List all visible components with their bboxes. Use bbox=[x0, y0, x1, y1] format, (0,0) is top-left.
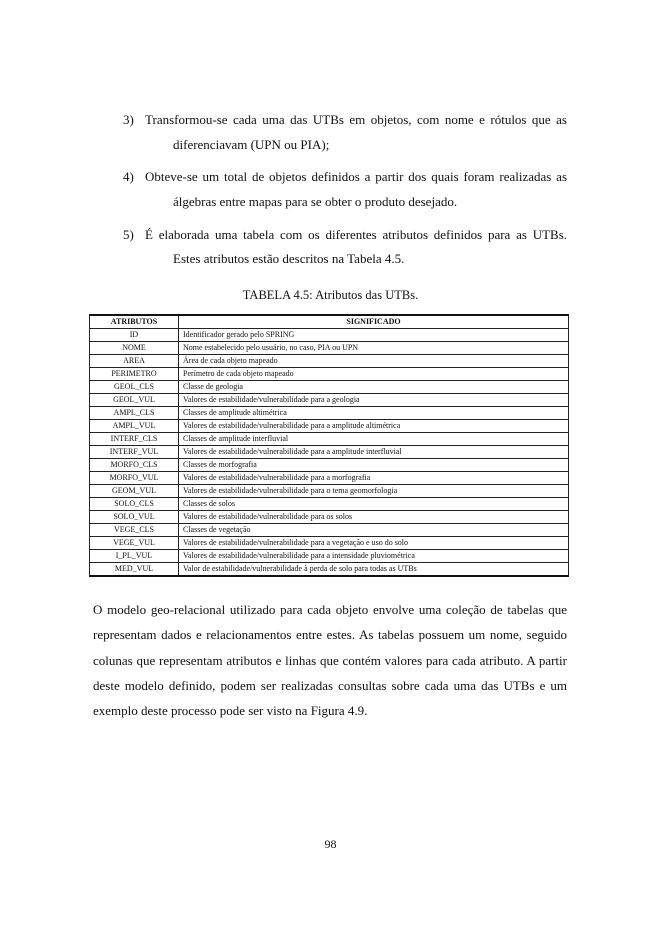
list-item-continuation: diferenciavam (UPN ou PIA); bbox=[173, 136, 330, 152]
table-header-attributes: ATRIBUTOS bbox=[90, 315, 179, 329]
attribute-name-cell: AMPL_CLS bbox=[90, 407, 179, 420]
table-row bbox=[90, 485, 569, 498]
attribute-name-cell: PERIMETRO bbox=[90, 368, 179, 381]
attribute-meaning-cell: Valores de estabilidade/vulnerabilidade para o tema geomorfologia bbox=[179, 485, 569, 498]
list-item-text: É elaborada uma tabela com os diferentes atributos definidos para as UTBs. bbox=[145, 226, 567, 242]
table-row bbox=[90, 407, 569, 420]
table-row bbox=[90, 511, 569, 524]
table-row bbox=[90, 342, 569, 355]
table-row bbox=[90, 498, 569, 511]
table-row bbox=[90, 550, 569, 563]
attribute-meaning-cell: Valores de estabilidade/vulnerabilidade para a intensidade pluviométrica bbox=[179, 550, 569, 563]
numbered-list bbox=[123, 108, 567, 280]
list-item bbox=[123, 108, 567, 157]
list-item-continuation: álgebras entre mapas para se obter o produto desejado. bbox=[173, 194, 458, 210]
table-row bbox=[90, 563, 569, 577]
attribute-meaning-cell: Classes de amplitude interfluvial bbox=[179, 433, 569, 446]
table-row bbox=[90, 433, 569, 446]
table-header-meaning: SIGNIFICADO bbox=[179, 315, 569, 329]
table-row bbox=[90, 381, 569, 394]
page-number: 98 bbox=[324, 837, 337, 851]
attribute-name-cell: SOLO_VUL bbox=[90, 511, 179, 524]
list-item-number: 4) bbox=[123, 169, 134, 185]
attribute-name-cell: MORFO_VUL bbox=[90, 472, 179, 485]
table-row bbox=[90, 355, 569, 368]
attribute-meaning-cell: Valores de estabilidade/vulnerabilidade para a morfografia bbox=[179, 472, 569, 485]
list-item-number: 3) bbox=[123, 112, 134, 127]
table-row bbox=[90, 472, 569, 485]
attribute-meaning-cell: Identificador gerado pelo SPRING bbox=[179, 329, 569, 342]
attribute-meaning-cell: Valores de estabilidade/vulnerabilidade para a geologia bbox=[179, 394, 569, 407]
attribute-name-cell: AMPL_VUL bbox=[90, 420, 179, 433]
attribute-meaning-cell: Valores de estabilidade/vulnerabilidade para a amplitude interfluvial bbox=[179, 446, 569, 459]
table-body bbox=[90, 329, 569, 577]
attribute-meaning-cell: Classes de vegetação bbox=[179, 524, 569, 537]
table-header-row bbox=[90, 315, 569, 329]
list-item bbox=[123, 165, 567, 214]
attribute-name-cell: AREA bbox=[90, 355, 179, 368]
list-item-number: 5) bbox=[123, 226, 134, 242]
table-row bbox=[90, 459, 569, 472]
attribute-meaning-cell: Classes de amplitude altimétrica bbox=[179, 407, 569, 420]
attribute-name-cell: GEOL_CLS bbox=[90, 381, 179, 394]
attribute-meaning-cell: Classes de morfografia bbox=[179, 459, 569, 472]
table-row bbox=[90, 394, 569, 407]
list-item-text: Transformou-se cada uma das UTBs em objetos, com nome e rótulos que as bbox=[145, 112, 567, 127]
attribute-name-cell: SOLO_CLS bbox=[90, 498, 179, 511]
attribute-name-cell: MED_VUL bbox=[90, 563, 179, 577]
attribute-name-cell: NOME bbox=[90, 342, 179, 355]
table-row bbox=[90, 329, 569, 342]
table-row bbox=[90, 420, 569, 433]
attribute-meaning-cell: Valores de estabilidade/vulnerabilidade para a vegetação e uso do solo bbox=[179, 537, 569, 550]
table-row bbox=[90, 537, 569, 550]
table-row bbox=[90, 368, 569, 381]
attribute-meaning-cell: Nome estabelecido pelo usuário, no caso, PIA ou UPN bbox=[179, 342, 569, 355]
attribute-name-cell: GEOL_VUL bbox=[90, 394, 179, 407]
attribute-name-cell: INTERF_CLS bbox=[90, 433, 179, 446]
attribute-meaning-cell: Classes de solos bbox=[179, 498, 569, 511]
attribute-name-cell: MORFO_CLS bbox=[90, 459, 179, 472]
list-item-text: Obteve-se um total de objetos definidos a partir dos quais foram realizadas as bbox=[145, 169, 567, 185]
attribute-name-cell: INTERF_VUL bbox=[90, 446, 179, 459]
table-row bbox=[90, 524, 569, 537]
attribute-meaning-cell: Valores de estabilidade/vulnerabilidade para a amplitude altimétrica bbox=[179, 420, 569, 433]
attributes-table bbox=[89, 314, 569, 577]
attribute-meaning-cell: Perímetro de cada objeto mapeado bbox=[179, 368, 569, 381]
attribute-name-cell: GEOM_VUL bbox=[90, 485, 179, 498]
attribute-name-cell: I_PL_VUL bbox=[90, 550, 179, 563]
table-caption: TABELA 4.5: Atributos das UTBs. bbox=[242, 288, 419, 302]
attribute-meaning-cell: Classe de geologia bbox=[179, 381, 569, 394]
body-paragraph: O modelo geo-relacional utilizado para cada objeto envolve uma coleção de tabelas que representam dados e relacionamentos entre estes. As tabelas possuem um nome, seguido colunas que representam atributos e linhas que contém valores para cada atributo. A partir deste modelo definido, podem ser realizadas consultas sobre cada uma das UTBs e um exemplo deste processo pode ser visto na Figura 4.9. bbox=[93, 602, 567, 719]
attribute-meaning-cell: Valor de estabilidade/vulnerabilidade à perda de solo para todas as UTBs bbox=[179, 563, 569, 577]
attribute-name-cell: VEGE_CLS bbox=[90, 524, 179, 537]
attribute-meaning-cell: Valores de estabilidade/vulnerabilidade para os solos bbox=[179, 511, 569, 524]
attribute-name-cell: ID bbox=[90, 329, 179, 342]
attribute-meaning-cell: Área de cada objeto mapeado bbox=[179, 355, 569, 368]
table-row bbox=[90, 446, 569, 459]
attribute-name-cell: VEGE_VUL bbox=[90, 537, 179, 550]
list-item-continuation: Estes atributos estão descritos na Tabela 4.5. bbox=[173, 251, 405, 267]
list-item bbox=[123, 223, 567, 272]
